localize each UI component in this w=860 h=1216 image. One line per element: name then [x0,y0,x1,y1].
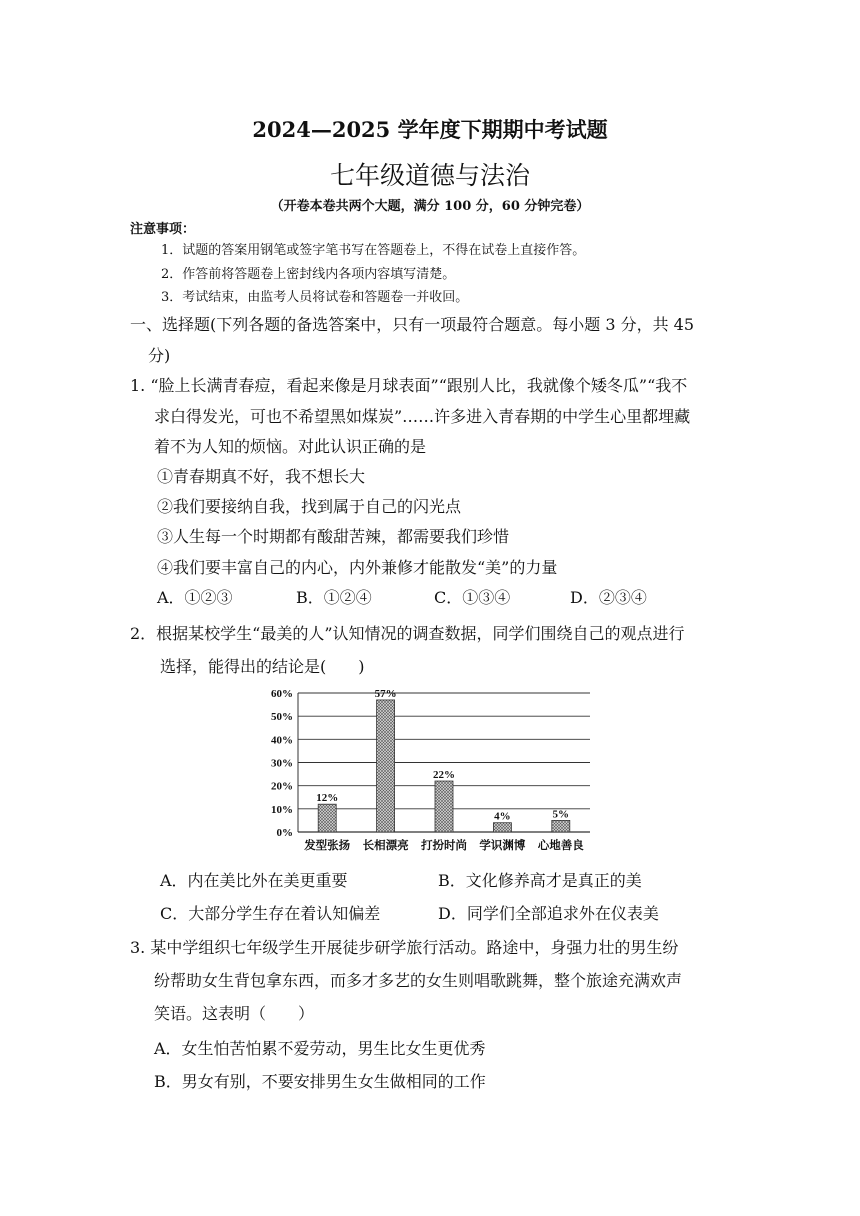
x-tick-label: 打扮时尚 [421,838,467,852]
q2-option-b: B．文化修养高才是真正的美 [438,871,642,890]
q1-option-b: B．①②④ [296,588,372,607]
q1-stem-line: 着不为人知的烦恼。对此认识正确的是 [154,437,427,456]
y-tick-label: 30% [271,757,293,770]
bar [377,700,395,832]
bar-value-label: 12% [316,792,339,805]
q2-option-c: C．大部分学生存在着认知偏差 [160,904,381,923]
survey-bar-chart [262,684,602,856]
y-tick-label: 60% [271,688,293,700]
q3-option-b: B．男女有别，不要安排男生女生做相同的工作 [154,1072,486,1091]
x-tick-label: 心地善良 [537,838,584,852]
bar [552,820,570,832]
bar [435,781,453,832]
q1-item: ①青春期真不好，我不想长大 [157,467,366,486]
q3-stem-line: 笑语。这表明（ ） [154,1004,315,1023]
x-tick-label: 学识渊博 [479,838,526,852]
exam-subtitle: 七年级道德与法治 [329,161,530,190]
q2-stem-line: 选择，能得出的结论是( ) [160,657,365,676]
notice-heading: 注意事项： [130,222,196,237]
q2-option-d: D．同学们全部追求外在仪表美 [438,904,659,923]
x-tick-label: 长相漂亮 [362,838,409,852]
y-tick-label: 20% [271,780,293,793]
bar-value-label: 5% [552,808,570,821]
q1-option-d: D．②③④ [570,588,647,607]
x-tick-label: 发型张扬 [304,838,351,852]
q1-item: ②我们要接纳自我，找到属于自己的闪光点 [157,497,462,516]
q2-option-a: A．内在美比外在美更重要 [160,871,348,890]
q1-item: ③人生每一个时期都有酸甜苦辣，都需要我们珍惜 [157,527,510,546]
bar-value-label: 4% [494,810,511,823]
exam-title: 2024—2025 学年度下期期中考试题 [252,117,608,142]
bar [493,823,511,832]
q3-stem-line: 3. 某中学组织七年级学生开展徒步研学旅行活动。路途中，身强力壮的男生纷 [130,938,679,957]
q1-stem-line: 1. “脸上长满青春痘，看起来像是月球表面”“跟别人比，我就像个矮冬瓜”“我不 [130,376,688,395]
bar [318,804,336,832]
section-heading: 一、选择题(下列各题的备选答案中，只有一项最符合题意。每小题 3 分，共 45 [130,315,695,334]
notice-item: 3．考试结束，由监考人员将试卷和答题卷一并收回。 [161,290,469,305]
y-tick-label: 50% [271,711,293,724]
section-heading-cont: 分) [148,346,171,365]
exam-note: （开卷本卷共两个大题，满分 100 分，60 分钟完卷） [270,199,590,214]
q3-option-a: A．女生怕苦怕累不爱劳动，男生比女生更优秀 [154,1039,486,1058]
q1-stem-line: 求白得发光，可也不希望黑如煤炭”……许多进入青春期的中学生心里都埋藏 [154,407,691,426]
y-tick-label: 0% [276,827,293,839]
bar-value-label: 22% [433,769,455,782]
y-tick-label: 10% [271,803,293,816]
notice-item: 2．作答前将答题卷上密封线内各项内容填写清楚。 [161,267,456,282]
q1-option-c: C．①③④ [434,588,511,607]
q1-option-a: A．①②③ [157,588,233,607]
bar-value-label: 57% [374,687,397,700]
y-tick-label: 40% [271,734,293,747]
q3-stem-line: 纷帮助女生背包拿东西，而多才多艺的女生则唱歌跳舞，整个旅途充满欢声 [154,971,683,990]
q2-stem-line: 2．根据某校学生“最美的人”认知情况的调查数据，同学们围绕自己的观点进行 [130,624,685,643]
notice-item: 1．试题的答案用钢笔或签字笔书写在答题卷上，不得在试卷上直接作答。 [161,243,586,258]
q1-item: ④我们要丰富自己的内心，内外兼修才能散发“美”的力量 [157,558,558,577]
